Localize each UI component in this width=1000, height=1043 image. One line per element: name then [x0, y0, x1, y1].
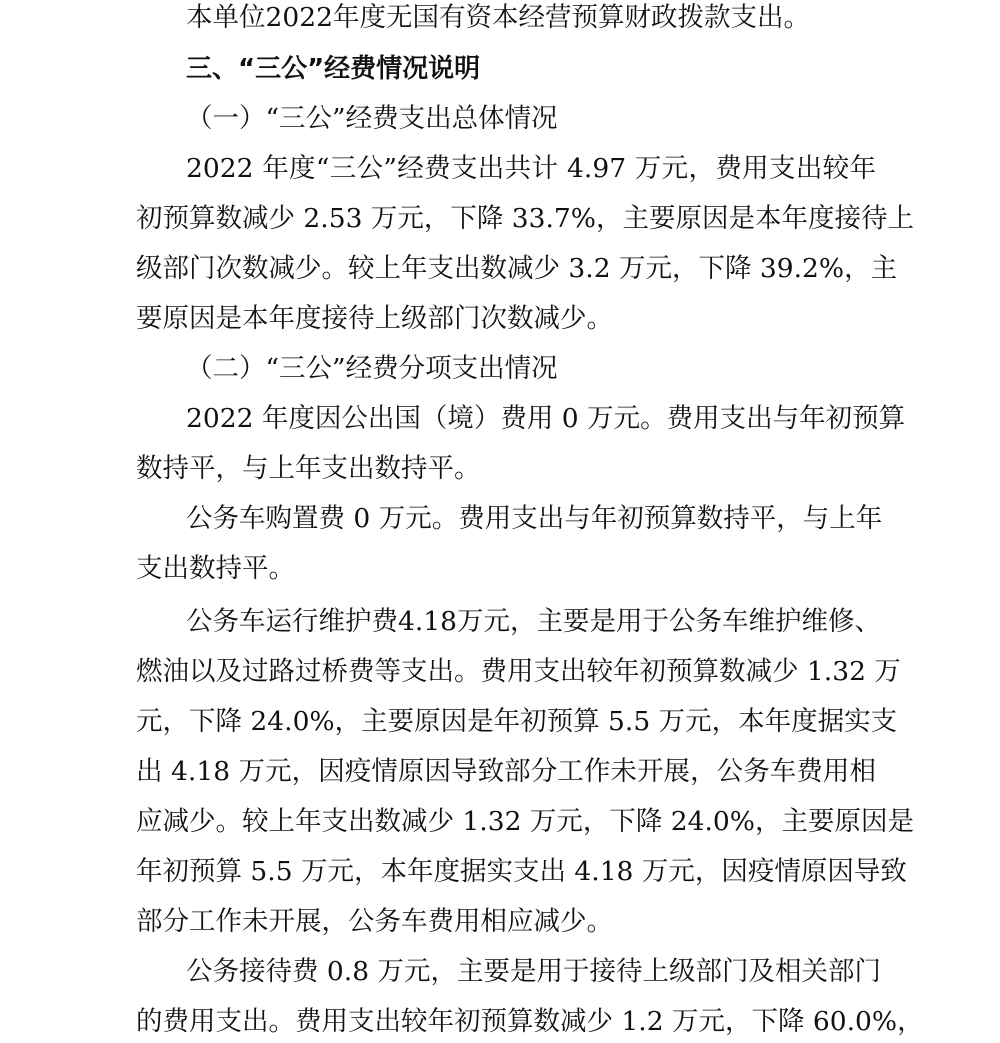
- paragraph-line: 2022 年度“三公”经费支出共计 4.97 万元，费用支出较年: [186, 153, 876, 184]
- paragraph-line: 级部门次数减少。较上年支出数减少 3.2 万元，下降 39.2%，主: [136, 253, 898, 284]
- paragraph-line: 年初预算 5.5 万元，本年度据实支出 4.18 万元，因疫情原因导致: [136, 856, 907, 887]
- paragraph-line: 的费用支出。费用支出较年初预算数减少 1.2 万元，下降 60.0%，: [136, 1006, 924, 1037]
- paragraph-line: 元，下降 24.0%，主要原因是年初预算 5.5 万元，本年度据实支: [136, 706, 898, 737]
- paragraph-line: 要原因是本年度接待上级部门次数减少。: [136, 303, 613, 334]
- paragraph-line: 公务接待费 0.8 万元，主要是用于接待上级部门及相关部门: [186, 956, 881, 987]
- paragraph-line: 公务车购置费 0 万元。费用支出与年初预算数持平，与上年: [186, 503, 883, 534]
- paragraph-line: 数持平，与上年支出数持平。: [136, 453, 481, 484]
- paragraph-line: 支出数持平。: [136, 553, 295, 584]
- paragraph-line: 本单位2022年度无国有资本经营预算财政拨款支出。: [186, 2, 810, 33]
- subsection-heading: （一）“三公”经费支出总体情况: [186, 103, 558, 134]
- paragraph-line: 初预算数减少 2.53 万元，下降 33.7%，主要原因是本年度接待上: [136, 203, 914, 234]
- paragraph-line: 部分工作未开展，公务车费用相应减少。: [136, 906, 613, 937]
- paragraph-line: 2022 年度因公出国（境）费用 0 万元。费用支出与年初预算: [186, 403, 906, 434]
- paragraph-line: 公务车运行维护费4.18万元，主要是用于公务车维护维修、: [186, 606, 882, 637]
- paragraph-line: 应减少。较上年支出数减少 1.32 万元，下降 24.0%，主要原因是: [136, 806, 914, 837]
- section-heading: 三、“三公”经费情况说明: [186, 54, 481, 84]
- paragraph-line: 燃油以及过路过桥费等支出。费用支出较年初预算数减少 1.32 万: [136, 656, 901, 687]
- subsection-heading: （二）“三公”经费分项支出情况: [186, 353, 558, 384]
- paragraph-line: 出 4.18 万元，因疫情原因导致部分工作未开展，公务车费用相: [136, 756, 876, 787]
